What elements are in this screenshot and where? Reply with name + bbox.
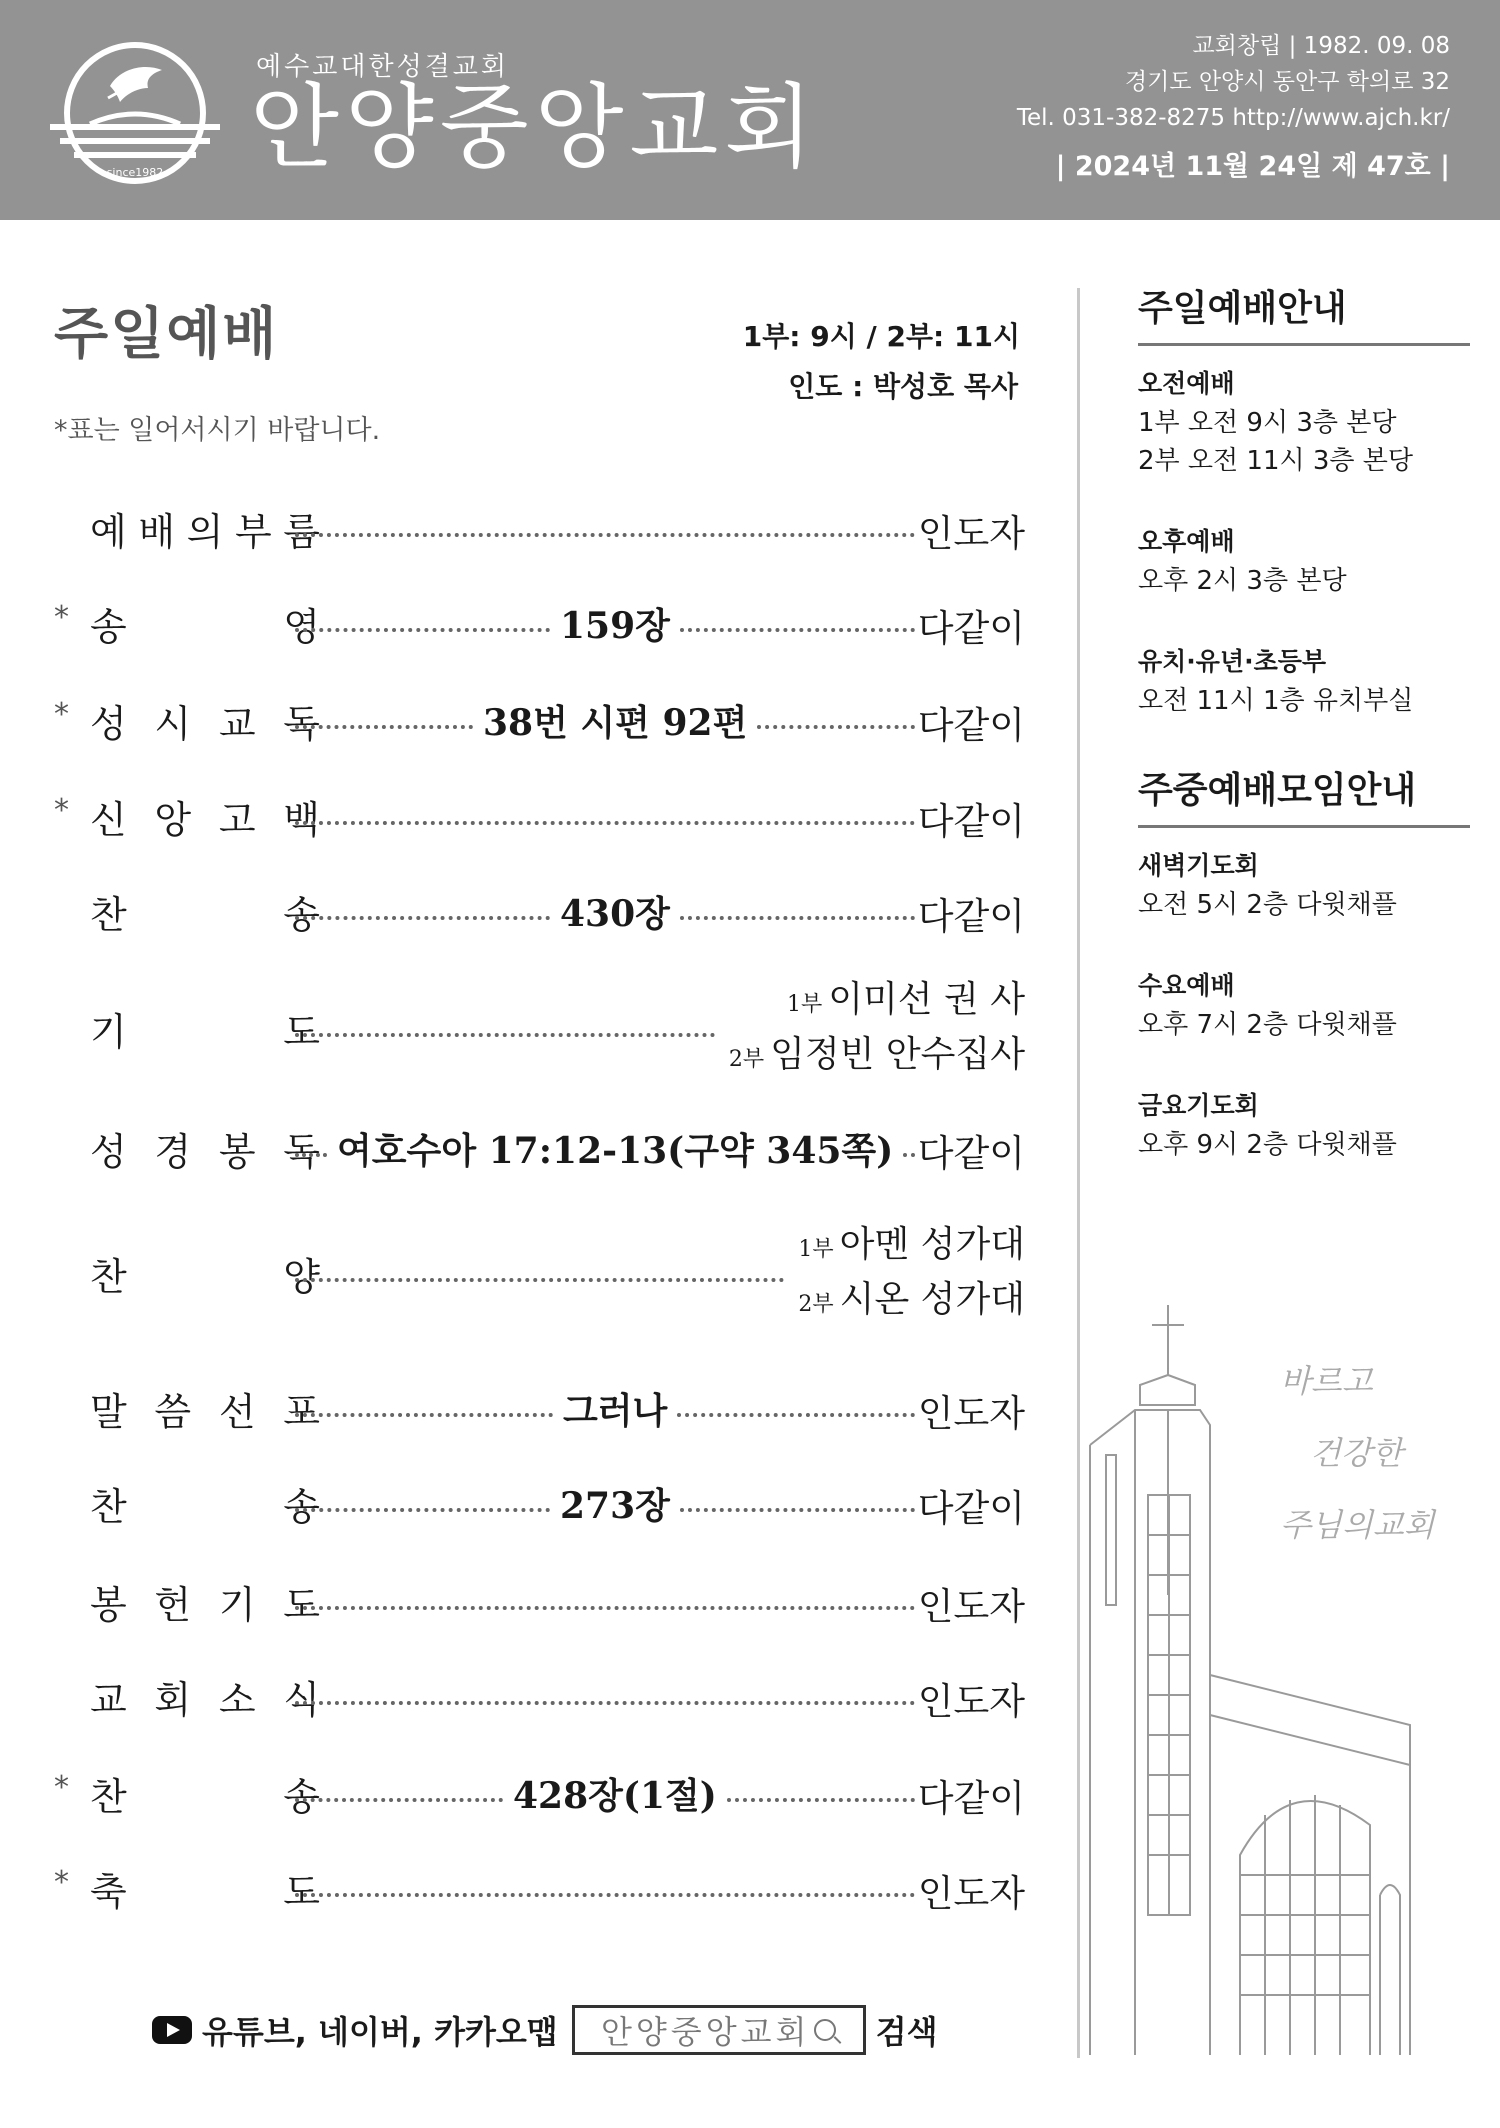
- leader-dots: [677, 1413, 915, 1417]
- stand-note: *표는 일어서시기 바랍니다.: [54, 415, 381, 446]
- order-item-detail: 428장(1절): [513, 1775, 717, 1817]
- leader-dots: [680, 916, 915, 920]
- standing-marker: *: [54, 1770, 69, 1805]
- order-item-name: 성 시 교 독: [90, 702, 320, 746]
- assignee-line: 2부 임정빈 안수집사: [728, 1034, 1025, 1075]
- weekday-guide-list: [1138, 846, 1470, 1164]
- leader-dots: [295, 821, 915, 825]
- order-item: [50, 1865, 1025, 1925]
- order-item: [50, 888, 1025, 948]
- leader-dots: [295, 1606, 915, 1610]
- schedule-line: 오후 2시 3층 본당: [1138, 566, 1347, 596]
- leader-dots: [757, 725, 915, 729]
- slogan-line: 주님의교회: [1280, 1506, 1435, 1544]
- order-item-assignee: 다같이: [917, 1487, 1025, 1530]
- service-times: 1부: 9시 / 2부: 11시: [742, 320, 1020, 353]
- order-item-assignee: 다같이: [917, 1777, 1025, 1820]
- order-item-assignees: [798, 1220, 1025, 1330]
- leader-dots: [295, 1701, 915, 1705]
- order-item-assignee: 인도자: [917, 1872, 1025, 1915]
- sunday-guide-title: 주일예배안내: [1138, 280, 1470, 346]
- leader-dots: [295, 628, 550, 632]
- schedule-line: 오전 11시 1층 유치부실: [1138, 686, 1414, 716]
- order-item-name: 봉 헌 기 도: [90, 1583, 320, 1627]
- standing-marker: *: [54, 1865, 69, 1900]
- slogan: [1280, 1345, 1435, 1561]
- youtube-icon: [152, 2016, 192, 2044]
- order-item: [50, 1224, 1025, 1320]
- order-item-detail: 273장: [560, 1485, 670, 1527]
- denomination-name: 예수교대한성결교회: [256, 52, 510, 82]
- slogan-line: 건강한: [1310, 1434, 1403, 1472]
- order-item-detail: 159장: [560, 605, 670, 647]
- leader-dots: [295, 533, 915, 537]
- order-item-assignee: 인도자: [917, 512, 1025, 555]
- order-item: [50, 505, 1025, 565]
- schedule-group: [1138, 846, 1470, 924]
- leader-dots: [903, 1153, 915, 1157]
- order-item-assignee: 다같이: [917, 895, 1025, 938]
- schedule-line: 오후 7시 2층 다윗채플: [1138, 1010, 1397, 1040]
- order-item-detail: 여호수아 17:12-13(구약 345쪽): [337, 1130, 894, 1172]
- schedule-group-title: 오후예배: [1138, 527, 1235, 556]
- order-item-assignee: 다같이: [917, 1132, 1025, 1175]
- service-leader: 인도 : 박성호 목사: [788, 370, 1018, 403]
- order-item-name: 찬 송: [90, 1775, 320, 1819]
- order-item-name: 성 경 봉 독: [90, 1130, 320, 1174]
- assignee-line: 2부 시온 성가대: [798, 1279, 1025, 1320]
- leader-dots: [295, 1893, 915, 1897]
- order-item: [50, 1480, 1025, 1540]
- leader-dots: [295, 1278, 784, 1282]
- header-banner: [0, 0, 1500, 220]
- leader-dots: [295, 725, 473, 729]
- leader-dots: [680, 628, 915, 632]
- schedule-group-title: 새벽기도회: [1138, 851, 1259, 880]
- order-item-detail: 430장: [560, 893, 670, 935]
- order-item-assignee: 인도자: [917, 1585, 1025, 1628]
- order-item-name: 찬 송: [90, 893, 320, 937]
- magnifier-icon: [814, 2019, 836, 2041]
- schedule-group-title: 수요예배: [1138, 971, 1235, 1000]
- leader-dots: [295, 1413, 553, 1417]
- schedule-group-title: 오전예배: [1138, 369, 1235, 398]
- schedule-group-title: 유치·유년·초등부: [1138, 647, 1327, 676]
- order-item: [50, 600, 1025, 660]
- order-item-assignee: 다같이: [917, 704, 1025, 747]
- church-info: [1017, 28, 1450, 136]
- order-item: [50, 979, 1025, 1075]
- schedule-line: 2부 오전 11시 3층 본당: [1138, 446, 1414, 476]
- order-item-name: 축 도: [90, 1870, 320, 1914]
- schedule-line: 오전 5시 2층 다윗채플: [1138, 890, 1397, 920]
- schedule-group: [1138, 522, 1470, 600]
- sidebar: [1138, 280, 1470, 1206]
- order-item: [50, 697, 1025, 757]
- search-footer: [152, 2003, 938, 2057]
- order-item: [50, 1770, 1025, 1830]
- order-item-assignee: 다같이: [917, 800, 1025, 843]
- order-item-name: 예 배 의 부 름: [90, 510, 320, 554]
- schedule-group: [1138, 364, 1470, 480]
- leader-dots: [295, 1798, 503, 1802]
- order-item-assignee: 다같이: [917, 607, 1025, 650]
- order-item-name: 신 앙 고 백: [90, 798, 320, 842]
- order-item-assignee: 인도자: [917, 1392, 1025, 1435]
- sunday-guide-list: [1138, 364, 1470, 720]
- search-suffix: 검색: [875, 2013, 938, 2051]
- leader-dots: [295, 1153, 327, 1157]
- church-logo: [50, 38, 220, 188]
- standing-marker: *: [54, 600, 69, 635]
- founded-date: 교회창립 | 1982. 09. 08: [1192, 33, 1450, 59]
- schedule-group: [1138, 966, 1470, 1044]
- assignee-line: 1부 아멘 성가대: [798, 1224, 1025, 1265]
- standing-marker: *: [54, 697, 69, 732]
- leader-dots: [295, 1033, 715, 1037]
- weekday-guide-title: 주중예배모임안내: [1138, 762, 1470, 828]
- leader-dots: [295, 916, 550, 920]
- order-item-name: 찬 송: [90, 1485, 320, 1529]
- order-item-name: 송 영: [90, 605, 320, 649]
- order-item-name: 교 회 소 식: [90, 1678, 320, 1722]
- order-item-assignee: 인도자: [917, 1680, 1025, 1723]
- leader-dots: [727, 1798, 915, 1802]
- search-box[interactable]: [572, 2005, 866, 2055]
- order-item-detail: 38번 시편 92편: [483, 702, 748, 744]
- schedule-line: 1부 오전 9시 3층 본당: [1138, 408, 1397, 438]
- standing-marker: *: [54, 793, 69, 828]
- leader-dots: [680, 1508, 915, 1512]
- order-item: [50, 1125, 1025, 1185]
- schedule-group-title: 금요기도회: [1138, 1091, 1259, 1120]
- slogan-line: 바르고: [1280, 1362, 1373, 1400]
- page-title: 주일예배: [54, 302, 279, 367]
- order-item: [50, 793, 1025, 853]
- order-item-name: 찬 양: [90, 1255, 320, 1299]
- leader-dots: [295, 1508, 550, 1512]
- order-item-detail: 그러나: [563, 1390, 668, 1432]
- order-item-name: 말 씀 선 포: [90, 1390, 320, 1434]
- search-term: 안양중앙교회: [600, 2013, 811, 2051]
- contact-info[interactable]: Tel. 031-382-8275 http://www.ajch.kr/: [1016, 105, 1450, 131]
- address: 경기도 안양시 동안구 학의로 32: [1124, 69, 1450, 95]
- order-item: [50, 1578, 1025, 1638]
- platforms-text: 유튜브, 네이버, 카카오맵: [202, 2013, 558, 2051]
- order-item: [50, 1673, 1025, 1733]
- assignee-line: 1부 이미선 권 사: [786, 979, 1025, 1020]
- schedule-group: [1138, 642, 1470, 720]
- church-name: 안양중앙교회: [250, 74, 820, 181]
- order-item-assignees: [729, 975, 1025, 1085]
- issue-date: | 2024년 11월 24일 제 47호 |: [1055, 151, 1450, 182]
- schedule-line: 오후 9시 2층 다윗채플: [1138, 1130, 1397, 1160]
- schedule-group: [1138, 1086, 1470, 1164]
- order-item: [50, 1385, 1025, 1445]
- logo-since: since1982: [106, 166, 164, 179]
- order-item-name: 기 도: [90, 1010, 320, 1054]
